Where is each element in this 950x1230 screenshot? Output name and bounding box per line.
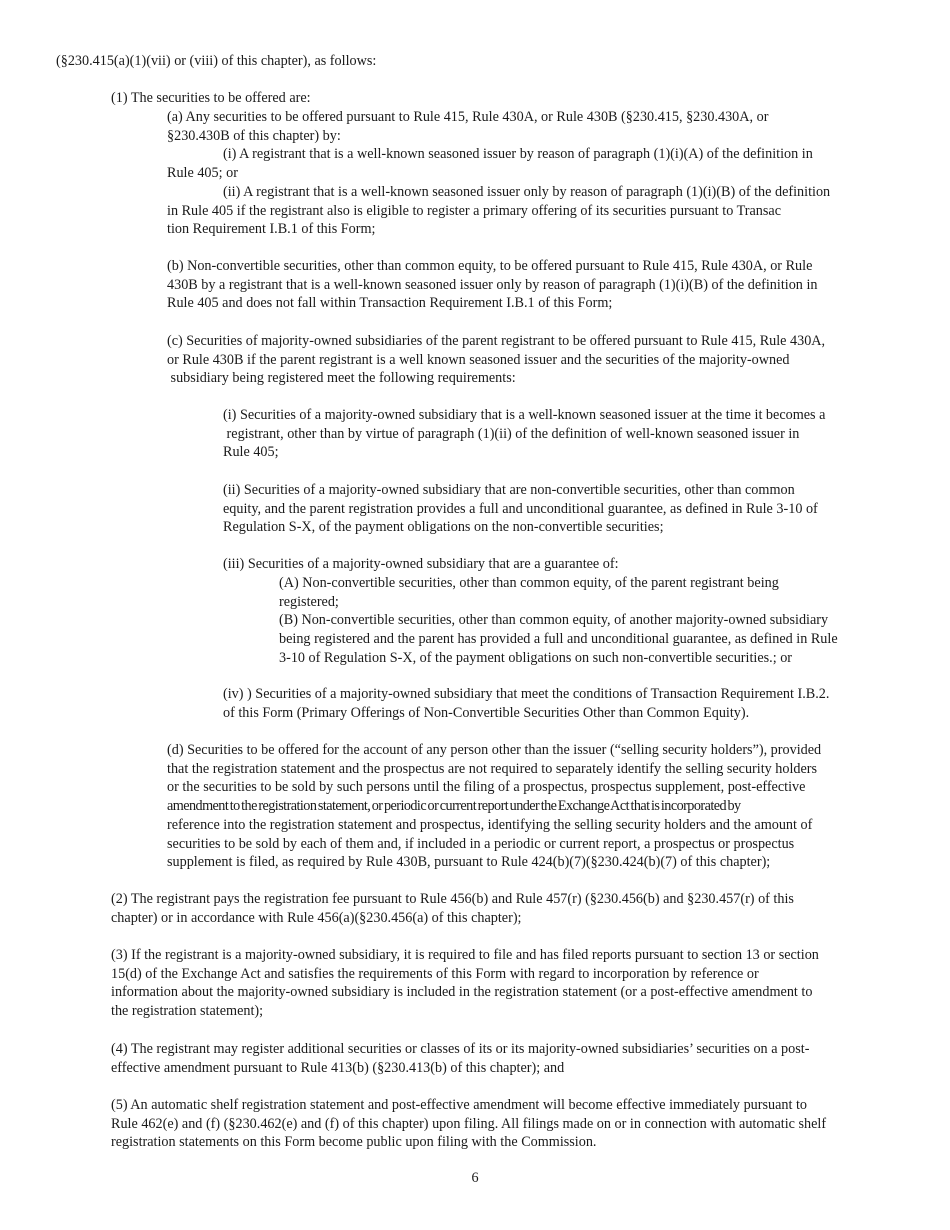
item-1-a-i-first-line: (i) A registrant that is a well-known seasoned issuer by reason of paragraph (1)(i)(A) of the definition in <box>223 146 813 163</box>
page-number: 6 <box>471 1170 479 1186</box>
item-1-c-ii: (ii) Securities of a majority-owned subsidiary that are non-convertible securities, other than common equity, and the parent registration provides a full and unconditional guarantee, as defined in Rule 3-10 of Regulation S-X, of the payment obligations on the non-convertible securities; <box>223 482 818 536</box>
item-1-c-i: (i) Securities of a majority-owned subsidiary that is a well-known seasoned issuer at the time it becomes a registrant, other than by virtue of paragraph (1)(ii) of the definition of well-known seasoned issuer in Rule 405; <box>223 407 826 461</box>
item-5: (5) An automatic shelf registration statement and post-effective amendment will become effective immediately pursuant to Rule 462(e) and (f) (§230.462(e) and (f) of this chapter) upon filing. All filings made on or in connection with automatic shelf registration statements on this Form become public upon filing with the Commission. <box>111 1097 827 1151</box>
item-1-c-iv: (iv) ) Securities of a majority-owned subsidiary that meet the conditions of Transaction Requirement I.B.2. of this Form (Primary Offerings of Non-Convertible Securities Other than Common Equity). <box>223 686 830 721</box>
item-1-a: (a) Any securities to be offered pursuant to Rule 415, Rule 430A, or Rule 430B (§230.415, §230.430A, or §230.430B of this chapter) by: (i) A registrant that is a well-known seasoned issuer by reason of paragraph (1)(i)(A) of the definition in Rule 405; or (ii) A registrant that is a well-known seasoned issuer only by reason of paragraph (1)(i)(B) of the definition in Rule 405 if the registrant also is eligible to register a primary offering of its securities pursuant to Transac tion Requirement I.B.1 of this Form; <box>167 109 831 238</box>
intro-line: (§230.415(a)(1)(vii) or (viii) of this chapter), as follows: <box>56 53 377 69</box>
item-1-a-ii-first-line: (ii) A registrant that is a well-known seasoned issuer only by reason of paragraph (1)(i)(B) of the definition <box>223 183 831 200</box>
item-1-heading: (1) The securities to be offered are: <box>111 90 311 106</box>
item-1-d: (d) Securities to be offered for the account of any person other than the issuer (“selling security holders”), provided that the registration statement and the prospectus are not required to separately identify the selling security holders or the securities to be sold by such persons until the filing of a prospectus, prospectus supplement, post-effective amendment to the registration statement, or periodic or current report under the Exchange Act that is incorporated by reference into the registration statement and prospectus, identifying the selling security holders and the amount of securities to be sold by each of them and, if included in a periodic or current report, a prospectus or prospectus supplement is filed, as required by Rule 430B, pursuant to Rule 424(b)(7)(§230.424(b)(7) of this chapter); <box>167 742 822 871</box>
item-2: (2) The registrant pays the registration fee pursuant to Rule 456(b) and Rule 457(r) (§230.456(b) and §230.457(r) of this chapter) or in accordance with Rule 456(a)(§230.456(a) of this chapter); <box>111 891 794 926</box>
item-1-b: (b) Non-convertible securities, other than common equity, to be offered pursuant to Rule 415, Rule 430A, or Rule 430B by a registrant that is a well-known seasoned issuer only by reason of paragraph (1)(i)(B) of the definition in Rule 405 and does not fall within Transaction Requirement I.B.1 of this Form; <box>167 258 818 312</box>
item-4: (4) The registrant may register additional securities or classes of its or its majority-owned subsidiaries’ securities on a post- effective amendment pursuant to Rule 413(b) (§230.413(b) of this chapter); and <box>111 1041 810 1076</box>
item-3: (3) If the registrant is a majority-owned subsidiary, it is required to file and has filed reports pursuant to section 13 or section 15(d) of the Exchange Act and satisfies the requirements of this Form with regard to incorporation by reference or information about the majority-owned subsidiary is included in the registration statement (or a post-effective amendment to the registration statement); <box>111 947 819 1020</box>
item-1-c: (c) Securities of majority-owned subsidiaries of the parent registrant to be offered pursuant to Rule 415, Rule 430A, or Rule 430B if the parent registrant is a well known seasoned issuer and the securities of the majority-owned subsidiary being registered meet the following requirements: <box>167 333 826 387</box>
item-1-c-iii-subitems: (A) Non-convertible securities, other than common equity, of the parent registrant being registered; (B) Non-convertible securities, other than common equity, of another majority-owned subsidiary being registered and the parent has provided a full and unconditional guarantee, as defined in Rule 3-10 of Regulation S-X, of the payment obligations on such non-convertible securities.; or <box>279 575 838 666</box>
item-1-c-iii: (iii) Securities of a majority-owned subsidiary that are a guarantee of: <box>223 556 619 572</box>
